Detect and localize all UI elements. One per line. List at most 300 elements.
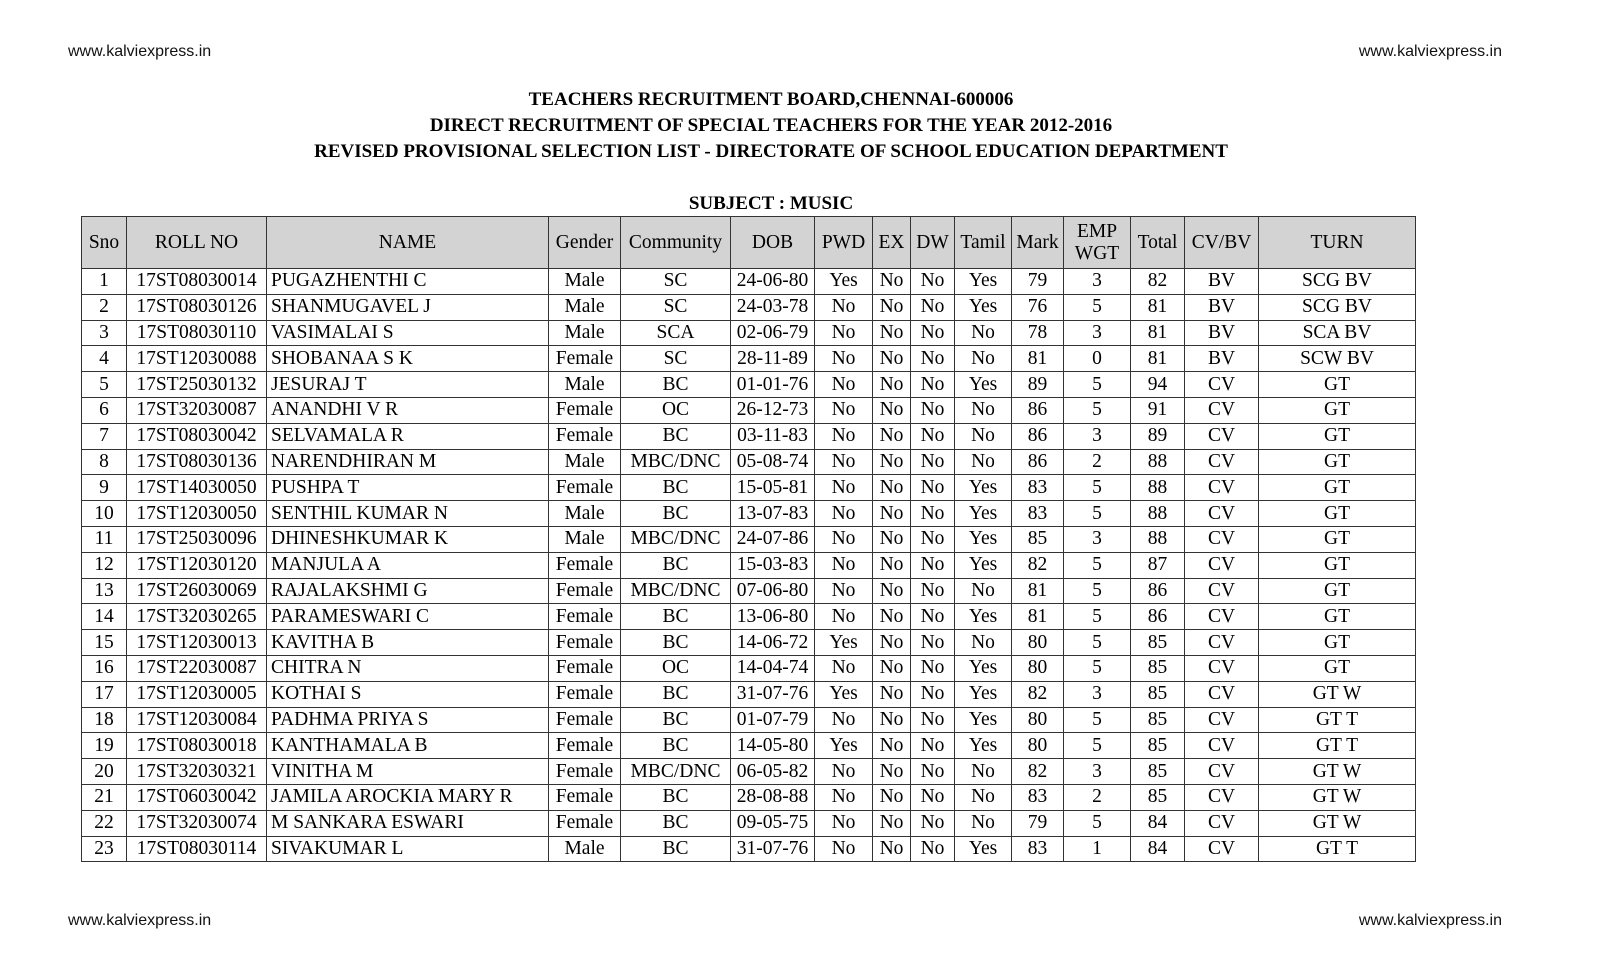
- cell-roll-no: 17ST08030042: [127, 423, 267, 449]
- cell-tamil: Yes: [955, 733, 1012, 759]
- cell-emp-wgt: 3: [1064, 320, 1131, 346]
- cell-pwd: No: [815, 784, 873, 810]
- cell-dob: 24-07-86: [731, 526, 815, 552]
- cell-dw: No: [911, 784, 955, 810]
- table-row: [82, 707, 1416, 733]
- cell-dw: No: [911, 449, 955, 475]
- table-row: [82, 681, 1416, 707]
- cell-roll-no: 17ST12030013: [127, 630, 267, 656]
- cell-name: ANANDHI V R: [267, 397, 549, 423]
- cell-turn: SCA BV: [1259, 320, 1416, 346]
- cell-pwd: No: [815, 552, 873, 578]
- cell-roll-no: 17ST32030321: [127, 759, 267, 785]
- cell-name: CHITRA N: [267, 655, 549, 681]
- cell-cv-bv: CV: [1185, 397, 1259, 423]
- cell-cv-bv: CV: [1185, 449, 1259, 475]
- cell-sno: 17: [82, 681, 127, 707]
- cell-dw: No: [911, 423, 955, 449]
- cell-turn: GT T: [1259, 707, 1416, 733]
- cell-cv-bv: CV: [1185, 655, 1259, 681]
- cell-community: SC: [621, 346, 731, 372]
- cell-community: BC: [621, 604, 731, 630]
- cell-sno: 14: [82, 604, 127, 630]
- cell-dw: No: [911, 346, 955, 372]
- cell-dob: 09-05-75: [731, 810, 815, 836]
- cell-tamil: Yes: [955, 604, 1012, 630]
- cell-cv-bv: CV: [1185, 475, 1259, 501]
- cell-dob: 14-05-80: [731, 733, 815, 759]
- cell-gender: Male: [549, 501, 621, 527]
- cell-tamil: Yes: [955, 836, 1012, 862]
- cell-ex: No: [873, 836, 911, 862]
- cell-dob: 14-04-74: [731, 655, 815, 681]
- cell-community: BC: [621, 707, 731, 733]
- cell-dw: No: [911, 630, 955, 656]
- cell-dob: 07-06-80: [731, 578, 815, 604]
- cell-turn: SCG BV: [1259, 294, 1416, 320]
- cell-sno: 12: [82, 552, 127, 578]
- board-title: TEACHERS RECRUITMENT BOARD,CHENNAI-600006: [528, 89, 1014, 110]
- table-row: [82, 423, 1416, 449]
- cell-dw: No: [911, 294, 955, 320]
- cell-turn: GT: [1259, 475, 1416, 501]
- cell-sno: 1: [82, 269, 127, 295]
- cell-gender: Female: [549, 784, 621, 810]
- cell-turn: GT: [1259, 449, 1416, 475]
- cell-pwd: Yes: [815, 630, 873, 656]
- cell-community: MBC/DNC: [621, 526, 731, 552]
- cell-cv-bv: BV: [1185, 269, 1259, 295]
- cell-sno: 18: [82, 707, 127, 733]
- cell-sno: 2: [82, 294, 127, 320]
- cell-name: KAVITHA B: [267, 630, 549, 656]
- cell-cv-bv: CV: [1185, 501, 1259, 527]
- cell-total: 85: [1131, 784, 1185, 810]
- cell-total: 88: [1131, 475, 1185, 501]
- cell-total: 85: [1131, 733, 1185, 759]
- cell-community: BC: [621, 784, 731, 810]
- cell-ex: No: [873, 604, 911, 630]
- cell-total: 85: [1131, 630, 1185, 656]
- cell-community: SC: [621, 294, 731, 320]
- cell-gender: Female: [549, 655, 621, 681]
- cell-dob: 31-07-76: [731, 681, 815, 707]
- cell-total: 85: [1131, 707, 1185, 733]
- cell-ex: No: [873, 707, 911, 733]
- cell-mark: 76: [1012, 294, 1064, 320]
- cell-sno: 7: [82, 423, 127, 449]
- cell-emp-wgt: 5: [1064, 578, 1131, 604]
- table-row: [82, 320, 1416, 346]
- cell-community: MBC/DNC: [621, 578, 731, 604]
- cell-community: BC: [621, 501, 731, 527]
- cell-ex: No: [873, 578, 911, 604]
- cell-ex: No: [873, 759, 911, 785]
- cell-total: 81: [1131, 320, 1185, 346]
- cell-community: BC: [621, 681, 731, 707]
- cell-pwd: No: [815, 346, 873, 372]
- cell-dw: No: [911, 681, 955, 707]
- cell-ex: No: [873, 784, 911, 810]
- cell-ex: No: [873, 449, 911, 475]
- cell-mark: 80: [1012, 630, 1064, 656]
- cell-gender: Male: [549, 449, 621, 475]
- cell-tamil: Yes: [955, 707, 1012, 733]
- cell-tamil: Yes: [955, 501, 1012, 527]
- cell-gender: Male: [549, 269, 621, 295]
- cell-sno: 8: [82, 449, 127, 475]
- cell-turn: GT: [1259, 578, 1416, 604]
- cell-roll-no: 17ST08030110: [127, 320, 267, 346]
- cell-mark: 86: [1012, 423, 1064, 449]
- cell-roll-no: 17ST12030120: [127, 552, 267, 578]
- recruitment-title: DIRECT RECRUITMENT OF SPECIAL TEACHERS FOR THE YEAR 2012-2016: [429, 115, 1113, 136]
- cell-roll-no: 17ST12030050: [127, 501, 267, 527]
- cell-dob: 15-05-81: [731, 475, 815, 501]
- table-row: [82, 630, 1416, 656]
- cell-ex: No: [873, 526, 911, 552]
- cell-dw: No: [911, 655, 955, 681]
- cell-name: JAMILA AROCKIA MARY R: [267, 784, 549, 810]
- cell-cv-bv: CV: [1185, 733, 1259, 759]
- cell-pwd: No: [815, 810, 873, 836]
- cell-roll-no: 17ST12030005: [127, 681, 267, 707]
- cell-sno: 21: [82, 784, 127, 810]
- cell-cv-bv: CV: [1185, 604, 1259, 630]
- cell-ex: No: [873, 630, 911, 656]
- cell-cv-bv: CV: [1185, 707, 1259, 733]
- cell-roll-no: 17ST08030136: [127, 449, 267, 475]
- cell-roll-no: 17ST32030265: [127, 604, 267, 630]
- cell-roll-no: 17ST14030050: [127, 475, 267, 501]
- subject-title: SUBJECT : MUSIC: [688, 193, 854, 214]
- cell-dob: 28-08-88: [731, 784, 815, 810]
- cell-mark: 85: [1012, 526, 1064, 552]
- cell-turn: GT: [1259, 423, 1416, 449]
- cell-dob: 06-05-82: [731, 759, 815, 785]
- cell-pwd: Yes: [815, 681, 873, 707]
- cell-community: BC: [621, 810, 731, 836]
- col-name: NAME: [267, 217, 549, 269]
- cell-name: PARAMESWARI C: [267, 604, 549, 630]
- cell-turn: GT: [1259, 552, 1416, 578]
- cell-mark: 80: [1012, 733, 1064, 759]
- table-row: [82, 733, 1416, 759]
- cell-emp-wgt: 5: [1064, 655, 1131, 681]
- cell-community: BC: [621, 372, 731, 398]
- cell-ex: No: [873, 423, 911, 449]
- cell-total: 88: [1131, 501, 1185, 527]
- cell-gender: Female: [549, 578, 621, 604]
- cell-pwd: No: [815, 397, 873, 423]
- cell-community: BC: [621, 475, 731, 501]
- cell-turn: GT T: [1259, 733, 1416, 759]
- cell-turn: GT: [1259, 604, 1416, 630]
- col-dw: DW: [911, 217, 955, 269]
- cell-sno: 6: [82, 397, 127, 423]
- cell-emp-wgt: 5: [1064, 810, 1131, 836]
- cell-name: SELVAMALA R: [267, 423, 549, 449]
- cell-dob: 15-03-83: [731, 552, 815, 578]
- cell-pwd: No: [815, 526, 873, 552]
- table-row: [82, 475, 1416, 501]
- cell-emp-wgt: 5: [1064, 707, 1131, 733]
- cell-mark: 83: [1012, 784, 1064, 810]
- cell-cv-bv: CV: [1185, 630, 1259, 656]
- cell-mark: 78: [1012, 320, 1064, 346]
- table-row: [82, 578, 1416, 604]
- cell-pwd: No: [815, 294, 873, 320]
- table-row: [82, 269, 1416, 295]
- cell-total: 88: [1131, 449, 1185, 475]
- cell-sno: 5: [82, 372, 127, 398]
- table-row: [82, 604, 1416, 630]
- cell-community: SCA: [621, 320, 731, 346]
- cell-dw: No: [911, 578, 955, 604]
- table-row: [82, 449, 1416, 475]
- cell-tamil: No: [955, 449, 1012, 475]
- cell-roll-no: 17ST08030014: [127, 269, 267, 295]
- cell-dw: No: [911, 397, 955, 423]
- table-body: [82, 269, 1416, 862]
- cell-turn: GT W: [1259, 784, 1416, 810]
- cell-sno: 3: [82, 320, 127, 346]
- cell-dob: 13-06-80: [731, 604, 815, 630]
- cell-gender: Female: [549, 423, 621, 449]
- cell-tamil: No: [955, 423, 1012, 449]
- cell-roll-no: 17ST12030084: [127, 707, 267, 733]
- cell-roll-no: 17ST32030074: [127, 810, 267, 836]
- table-row: [82, 810, 1416, 836]
- cell-dob: 26-12-73: [731, 397, 815, 423]
- cell-ex: No: [873, 655, 911, 681]
- cell-total: 84: [1131, 836, 1185, 862]
- cell-name: MANJULA A: [267, 552, 549, 578]
- cell-mark: 89: [1012, 372, 1064, 398]
- cell-pwd: Yes: [815, 733, 873, 759]
- cell-gender: Female: [549, 630, 621, 656]
- cell-tamil: No: [955, 578, 1012, 604]
- cell-sno: 11: [82, 526, 127, 552]
- cell-ex: No: [873, 681, 911, 707]
- cell-emp-wgt: 1: [1064, 836, 1131, 862]
- col-pwd: PWD: [815, 217, 873, 269]
- cell-tamil: Yes: [955, 655, 1012, 681]
- cell-community: SC: [621, 269, 731, 295]
- cell-pwd: No: [815, 578, 873, 604]
- cell-total: 91: [1131, 397, 1185, 423]
- col-community: Community: [621, 217, 731, 269]
- watermark-bottom-right: www.kalviexpress.in: [1358, 912, 1502, 929]
- list-title: REVISED PROVISIONAL SELECTION LIST - DIRECTORATE OF SCHOOL EDUCATION DEPARTMENT: [314, 141, 1228, 162]
- cell-total: 81: [1131, 294, 1185, 320]
- cell-pwd: No: [815, 372, 873, 398]
- cell-name: VASIMALAI S: [267, 320, 549, 346]
- cell-ex: No: [873, 269, 911, 295]
- cell-cv-bv: CV: [1185, 552, 1259, 578]
- cell-total: 85: [1131, 681, 1185, 707]
- cell-name: SHOBANAA S K: [267, 346, 549, 372]
- cell-tamil: No: [955, 346, 1012, 372]
- col-mark: Mark: [1012, 217, 1064, 269]
- cell-community: BC: [621, 836, 731, 862]
- cell-dw: No: [911, 501, 955, 527]
- cell-pwd: No: [815, 320, 873, 346]
- col-emp-label: EMP: [1076, 220, 1118, 242]
- cell-sno: 13: [82, 578, 127, 604]
- cell-turn: GT: [1259, 526, 1416, 552]
- cell-community: BC: [621, 630, 731, 656]
- cell-ex: No: [873, 397, 911, 423]
- cell-emp-wgt: 3: [1064, 423, 1131, 449]
- cell-turn: GT: [1259, 630, 1416, 656]
- cell-cv-bv: CV: [1185, 423, 1259, 449]
- cell-total: 85: [1131, 655, 1185, 681]
- cell-turn: GT: [1259, 397, 1416, 423]
- table-row: [82, 346, 1416, 372]
- table-row: [82, 397, 1416, 423]
- cell-dw: No: [911, 604, 955, 630]
- cell-mark: 83: [1012, 836, 1064, 862]
- cell-sno: 15: [82, 630, 127, 656]
- cell-emp-wgt: 3: [1064, 269, 1131, 295]
- cell-emp-wgt: 5: [1064, 294, 1131, 320]
- cell-cv-bv: CV: [1185, 810, 1259, 836]
- cell-total: 82: [1131, 269, 1185, 295]
- table-header-row: [82, 217, 1416, 269]
- cell-turn: GT W: [1259, 810, 1416, 836]
- cell-emp-wgt: 5: [1064, 630, 1131, 656]
- cell-tamil: Yes: [955, 372, 1012, 398]
- cell-turn: GT: [1259, 501, 1416, 527]
- cell-cv-bv: BV: [1185, 294, 1259, 320]
- cell-dob: 01-01-76: [731, 372, 815, 398]
- cell-roll-no: 17ST25030096: [127, 526, 267, 552]
- cell-gender: Male: [549, 372, 621, 398]
- cell-cv-bv: CV: [1185, 526, 1259, 552]
- cell-ex: No: [873, 733, 911, 759]
- cell-roll-no: 17ST06030042: [127, 784, 267, 810]
- table-row: [82, 526, 1416, 552]
- cell-gender: Male: [549, 836, 621, 862]
- cell-dob: 24-03-78: [731, 294, 815, 320]
- selection-table: [81, 216, 1416, 862]
- cell-pwd: No: [815, 475, 873, 501]
- cell-pwd: No: [815, 604, 873, 630]
- cell-name: NARENDHIRAN M: [267, 449, 549, 475]
- cell-gender: Male: [549, 320, 621, 346]
- cell-dob: 03-11-83: [731, 423, 815, 449]
- cell-dw: No: [911, 526, 955, 552]
- cell-roll-no: 17ST22030087: [127, 655, 267, 681]
- table-row: [82, 655, 1416, 681]
- cell-name: VINITHA M: [267, 759, 549, 785]
- cell-tamil: Yes: [955, 552, 1012, 578]
- cell-dw: No: [911, 733, 955, 759]
- cell-name: RAJALAKSHMI G: [267, 578, 549, 604]
- cell-mark: 83: [1012, 501, 1064, 527]
- col-sno: Sno: [82, 217, 127, 269]
- watermark-top-right: www.kalviexpress.in: [1358, 43, 1502, 60]
- cell-gender: Female: [549, 681, 621, 707]
- cell-cv-bv: CV: [1185, 836, 1259, 862]
- cell-roll-no: 17ST12030088: [127, 346, 267, 372]
- cell-emp-wgt: 3: [1064, 681, 1131, 707]
- cell-dob: 02-06-79: [731, 320, 815, 346]
- cell-emp-wgt: 2: [1064, 449, 1131, 475]
- cell-gender: Female: [549, 604, 621, 630]
- cell-ex: No: [873, 501, 911, 527]
- cell-turn: SCW BV: [1259, 346, 1416, 372]
- cell-total: 86: [1131, 578, 1185, 604]
- cell-pwd: Yes: [815, 269, 873, 295]
- cell-roll-no: 17ST08030018: [127, 733, 267, 759]
- cell-tamil: Yes: [955, 475, 1012, 501]
- cell-tamil: Yes: [955, 269, 1012, 295]
- cell-sno: 23: [82, 836, 127, 862]
- cell-dob: 24-06-80: [731, 269, 815, 295]
- cell-ex: No: [873, 475, 911, 501]
- cell-emp-wgt: 5: [1064, 733, 1131, 759]
- cell-emp-wgt: 5: [1064, 397, 1131, 423]
- cell-tamil: Yes: [955, 294, 1012, 320]
- cell-mark: 80: [1012, 707, 1064, 733]
- cell-name: PADHMA PRIYA S: [267, 707, 549, 733]
- cell-ex: No: [873, 294, 911, 320]
- cell-gender: Female: [549, 810, 621, 836]
- cell-pwd: No: [815, 655, 873, 681]
- cell-emp-wgt: 0: [1064, 346, 1131, 372]
- cell-pwd: No: [815, 501, 873, 527]
- cell-gender: Female: [549, 475, 621, 501]
- cell-pwd: No: [815, 759, 873, 785]
- cell-community: BC: [621, 423, 731, 449]
- cell-total: 87: [1131, 552, 1185, 578]
- cell-ex: No: [873, 346, 911, 372]
- cell-sno: 4: [82, 346, 127, 372]
- cell-gender: Female: [549, 346, 621, 372]
- table-row: [82, 552, 1416, 578]
- cell-name: PUGAZHENTHI C: [267, 269, 549, 295]
- cell-dw: No: [911, 836, 955, 862]
- cell-mark: 86: [1012, 449, 1064, 475]
- cell-gender: Female: [549, 397, 621, 423]
- cell-mark: 81: [1012, 346, 1064, 372]
- cell-gender: Female: [549, 552, 621, 578]
- cell-community: BC: [621, 552, 731, 578]
- cell-name: JESURAJ T: [267, 372, 549, 398]
- cell-cv-bv: CV: [1185, 372, 1259, 398]
- cell-community: MBC/DNC: [621, 759, 731, 785]
- cell-turn: GT: [1259, 655, 1416, 681]
- cell-name: M SANKARA ESWARI: [267, 810, 549, 836]
- cell-tamil: Yes: [955, 526, 1012, 552]
- cell-dw: No: [911, 759, 955, 785]
- cell-tamil: No: [955, 397, 1012, 423]
- cell-mark: 82: [1012, 759, 1064, 785]
- cell-pwd: No: [815, 449, 873, 475]
- cell-mark: 82: [1012, 681, 1064, 707]
- cell-roll-no: 17ST25030132: [127, 372, 267, 398]
- cell-dob: 05-08-74: [731, 449, 815, 475]
- cell-community: OC: [621, 655, 731, 681]
- cell-name: KOTHAI S: [267, 681, 549, 707]
- table-row: [82, 759, 1416, 785]
- cell-name: KANTHAMALA B: [267, 733, 549, 759]
- cell-ex: No: [873, 552, 911, 578]
- cell-sno: 10: [82, 501, 127, 527]
- cell-community: BC: [621, 733, 731, 759]
